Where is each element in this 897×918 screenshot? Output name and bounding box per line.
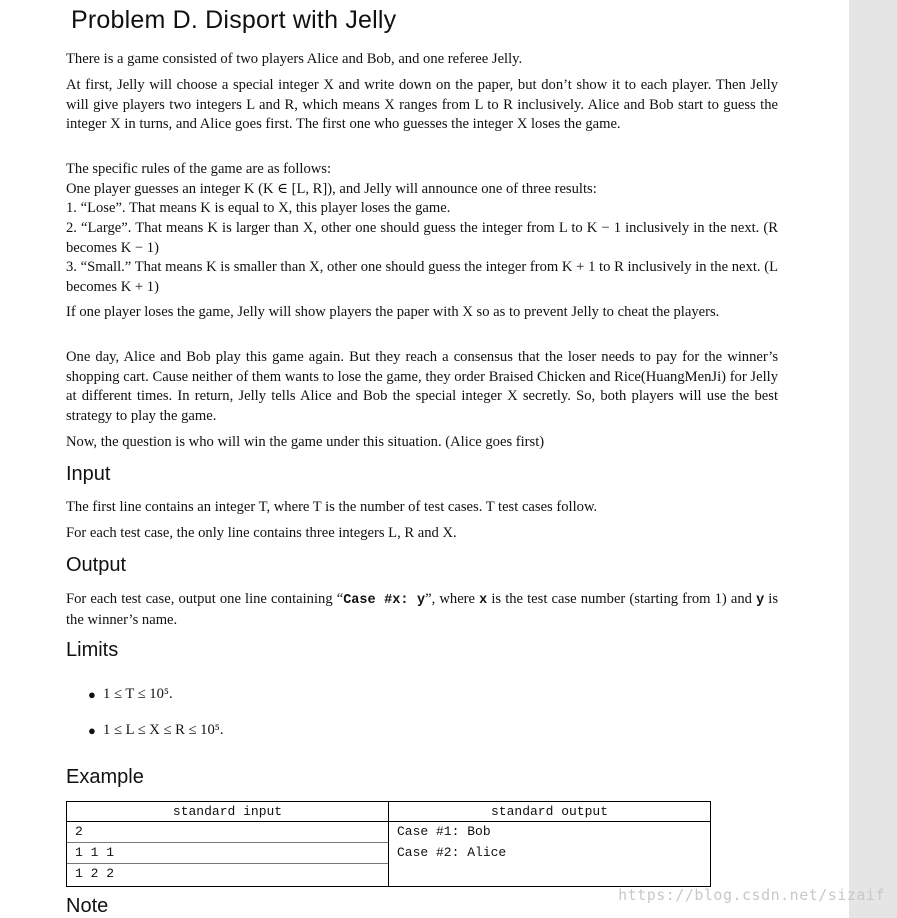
input-line-1: The first line contains an integer T, where T is the number of test cases. T test cases follow. [66, 499, 598, 515]
limits-item [88, 722, 224, 758]
bullet-icon: ● [88, 723, 96, 738]
watermark-url: https://blog.csdn.net/sizaif [618, 886, 885, 904]
rules-line-1: 1. “Lose”. That means K is equal to X, this player loses the game. [66, 200, 451, 216]
example-table [66, 801, 711, 887]
example-input-line: 1 2 2 [67, 864, 389, 887]
right-gutter [849, 0, 897, 918]
rules-intro: The specific rules of the game are as follows: [66, 161, 332, 177]
rules-line-0: One player guesses an integer K (K ∈ [L, R]), and Jelly will announce one of three results: [66, 181, 597, 197]
example-output-line: Case #2: Alice [389, 843, 711, 864]
page-title: Problem D. Disport with Jelly [71, 6, 397, 34]
problem-page [66, 0, 778, 918]
note-heading: Note [66, 895, 109, 917]
example-output-line: Case #1: Bob [389, 822, 711, 843]
output-text-b: ”, where [425, 591, 480, 607]
output-code-y: y [756, 593, 765, 608]
statement-paragraph-6: Now, the question is who will win the game under this situation. (Alice goes first) [66, 434, 545, 450]
example-input-line: 2 [67, 822, 389, 843]
limits-heading: Limits [66, 639, 119, 661]
statement-paragraph-2: At first, Jelly will choose a special integer X and write down on the paper, but don’t show it to each player. Then Jelly will give players two integers L and R, which means X ranges from L to R inclusively. Alice and Bob start to guess the integer X in turns, and Alice goes first. The first one who guesses the integer X loses the game. [66, 77, 778, 132]
example-output-header: standard output [389, 802, 711, 822]
limit-text-1: 1 ≤ T ≤ 10⁵. [103, 686, 173, 702]
bullet-icon: ● [88, 687, 96, 702]
rules-line-2: 2. “Large”. That means K is larger than X, other one should guess the integer from L to K − 1 inclusively in the next. (R becomes K − 1) [66, 220, 778, 256]
output-text-c: is the test case number (starting from 1) and [487, 591, 757, 607]
input-line-2: For each test case, the only line contains three integers L, R and X. [66, 525, 457, 541]
output-code-x: x [479, 593, 488, 608]
rules-line-3: 3. “Small.” That means K is smaller than X, other one should guess the integer from K + 1 to R inclusively in the next. (L becomes K + 1) [66, 259, 778, 295]
limit-text-2: 1 ≤ L ≤ X ≤ R ≤ 10⁵. [103, 722, 224, 738]
input-heading: Input [66, 463, 111, 485]
statement-paragraph-5: One day, Alice and Bob play this game again. But they reach a consensus that the loser needs to pay for the winner’s shopping cart. Cause neither of them wants to lose the game, they order Braised Chicken and Rice(HuangMenJi) for Jelly at different times. In return, Jelly tells Alice and Bob the special integer X secretly. So, both players will use the best strategy to play the game. [66, 349, 778, 424]
output-heading: Output [66, 554, 127, 576]
output-code-format: Case #x: y [343, 593, 426, 608]
limits-list [88, 686, 224, 758]
example-input-line: 1 1 1 [67, 843, 389, 864]
example-input-header: standard input [67, 802, 389, 822]
output-text-a: For each test case, output one line containing “ [66, 591, 344, 607]
output-text-d: is the winner’s name. [66, 591, 779, 628]
example-output-line [389, 864, 711, 887]
statement-paragraph-4: If one player loses the game, Jelly will show players the paper with X so as to prevent Jelly to cheat the players. [66, 304, 720, 320]
output-description [66, 590, 778, 630]
limits-item [88, 686, 224, 722]
statement-paragraph-1: There is a game consisted of two players Alice and Bob, and one referee Jelly. [66, 51, 523, 67]
example-heading: Example [66, 766, 144, 788]
